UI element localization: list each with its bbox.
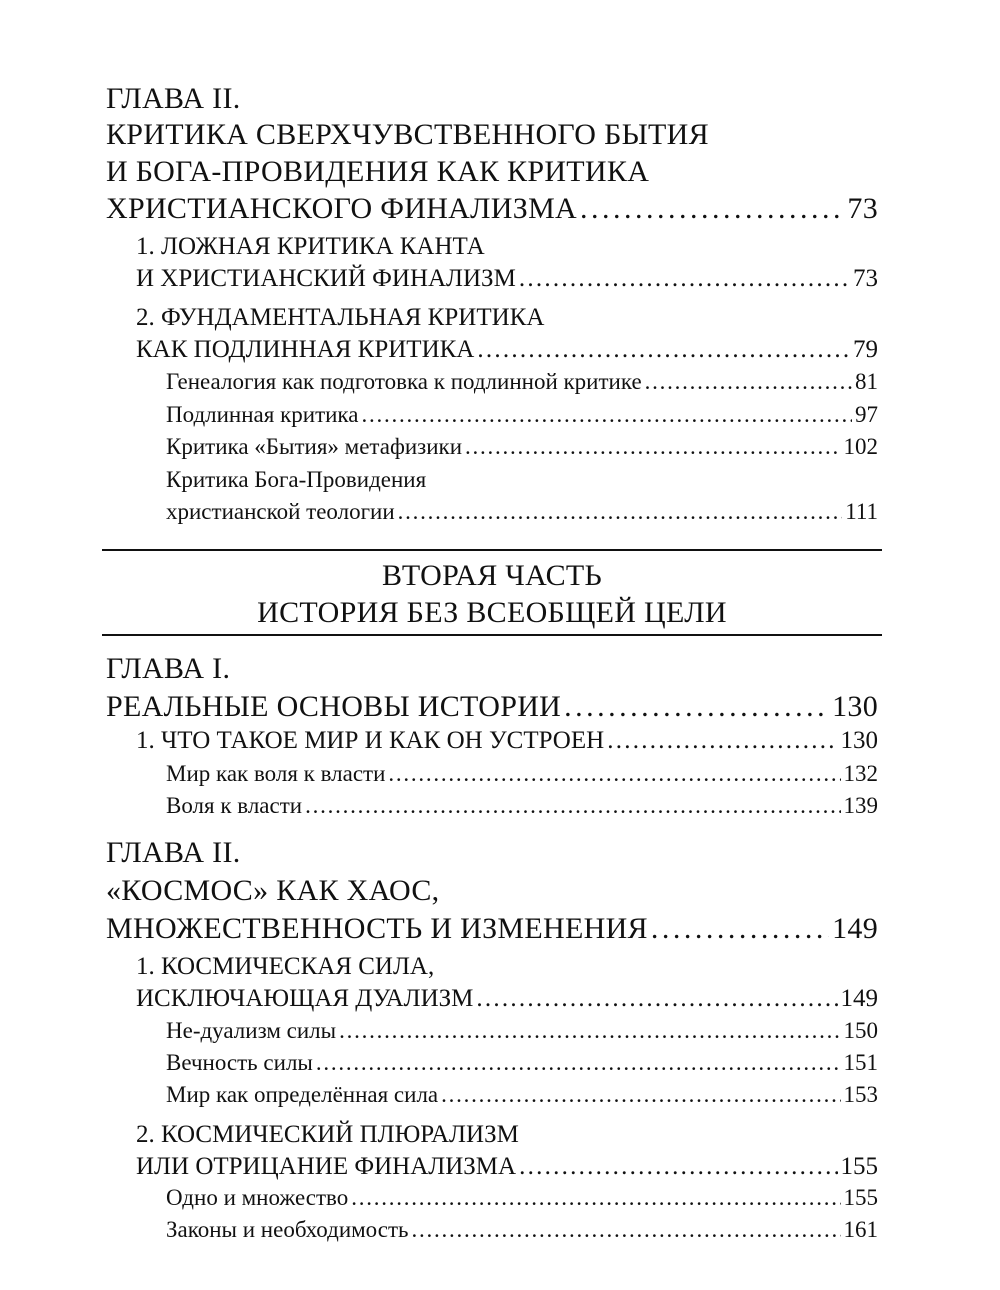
entry-title: Воля к власти bbox=[166, 793, 303, 818]
dot-leader bbox=[519, 266, 850, 291]
dot-leader bbox=[398, 500, 843, 523]
toc-entry-subsection[interactable] bbox=[166, 762, 878, 785]
toc-entry-section[interactable] bbox=[136, 266, 878, 291]
dot-leader bbox=[645, 370, 852, 393]
page-number: 132 bbox=[843, 761, 878, 786]
page-number: 149 bbox=[832, 912, 878, 945]
toc-entry-chapter[interactable] bbox=[106, 692, 878, 722]
dot-leader bbox=[564, 692, 829, 722]
entry-title: Законы и необходимость bbox=[166, 1217, 409, 1242]
dot-leader bbox=[465, 435, 840, 458]
entry-title: Подлинная критика bbox=[166, 402, 359, 427]
entry-title: христианской теологии bbox=[166, 499, 395, 524]
entry-title: Мир как воля к власти bbox=[166, 761, 386, 786]
page-number: 73 bbox=[847, 192, 878, 225]
dot-leader bbox=[476, 986, 837, 1011]
entry-title: РЕАЛЬНЫЕ ОСНОВЫ ИСТОРИИ bbox=[106, 690, 562, 723]
toc-entry-subsection[interactable] bbox=[166, 1019, 878, 1042]
dot-leader bbox=[651, 914, 829, 944]
divider-rule bbox=[102, 634, 882, 636]
toc-entry-chapter[interactable] bbox=[106, 194, 878, 224]
toc-entry-section[interactable] bbox=[136, 728, 878, 753]
dot-leader bbox=[580, 194, 844, 224]
entry-title: 1. ЧТО ТАКОЕ МИР И КАК ОН УСТРОЕН bbox=[136, 727, 605, 754]
toc-entry-subsection[interactable] bbox=[166, 370, 878, 393]
chapter-title-line: «КОСМОС» КАК ХАОС, bbox=[106, 874, 440, 907]
dot-leader bbox=[441, 1083, 840, 1106]
page-number: 81 bbox=[855, 369, 878, 394]
toc-entry-subsection[interactable] bbox=[166, 403, 878, 426]
dot-leader bbox=[607, 728, 837, 753]
chapter-title-line: И БОГА-ПРОВИДЕНИЯ КАК КРИТИКА bbox=[106, 155, 650, 188]
toc-entry-subsection[interactable] bbox=[166, 794, 878, 817]
page-number: 155 bbox=[840, 1153, 878, 1180]
page-number: 150 bbox=[843, 1018, 878, 1043]
chapter-title-line: КРИТИКА СВЕРХЧУВСТВЕННОГО БЫТИЯ bbox=[106, 118, 709, 151]
page-number: 97 bbox=[855, 402, 878, 427]
dot-leader bbox=[305, 794, 840, 817]
dot-leader bbox=[351, 1186, 840, 1209]
entry-title: МНОЖЕСТВЕННОСТЬ И ИЗМЕНЕНИЯ bbox=[106, 912, 648, 945]
subsection-title-line: Критика Бога-Провидения bbox=[166, 467, 427, 492]
toc-entry-subsection[interactable] bbox=[166, 1186, 878, 1209]
dot-leader bbox=[339, 1019, 840, 1042]
page-number: 102 bbox=[843, 434, 878, 459]
entry-title: ИСКЛЮЧАЮЩАЯ ДУАЛИЗМ bbox=[136, 985, 474, 1012]
page-number: 130 bbox=[832, 690, 878, 723]
dot-leader bbox=[412, 1218, 841, 1241]
entry-title: КАК ПОДЛИННАЯ КРИТИКА bbox=[136, 336, 475, 363]
toc-entry-subsection[interactable] bbox=[166, 1083, 878, 1106]
entry-title: Вечность силы bbox=[166, 1050, 313, 1075]
toc-entry-section[interactable] bbox=[136, 337, 878, 362]
toc-entry-subsection[interactable] bbox=[166, 435, 878, 458]
entry-title: И ХРИСТИАНСКИЙ ФИНАЛИЗМ bbox=[136, 265, 516, 292]
page-number: 139 bbox=[843, 793, 878, 818]
entry-title: Генеалогия как подготовка к подлинной критике bbox=[166, 369, 642, 394]
chapter-label: ГЛАВА II. bbox=[106, 82, 241, 115]
section-title-line: 1. КОСМИЧЕСКАЯ СИЛА, bbox=[136, 953, 435, 980]
entry-title: ХРИСТИАНСКОГО ФИНАЛИЗМА bbox=[106, 192, 578, 225]
section-title-line: 2. ФУНДАМЕНТАЛЬНАЯ КРИТИКА bbox=[136, 304, 545, 331]
toc-entry-subsection[interactable] bbox=[166, 1218, 878, 1241]
page-number: 79 bbox=[853, 336, 878, 363]
dot-leader bbox=[477, 337, 850, 362]
dot-leader bbox=[388, 762, 840, 785]
chapter-label: ГЛАВА II. bbox=[106, 836, 241, 869]
page-number: 161 bbox=[843, 1217, 878, 1242]
toc-entry-chapter[interactable] bbox=[106, 914, 878, 944]
dot-leader bbox=[361, 403, 852, 426]
page-number: 111 bbox=[845, 499, 878, 524]
entry-title: Одно и множество bbox=[166, 1185, 349, 1210]
dot-leader bbox=[519, 1154, 837, 1179]
page-number: 153 bbox=[843, 1082, 878, 1107]
page-number: 130 bbox=[840, 727, 878, 754]
toc-entry-subsection[interactable] bbox=[166, 1051, 878, 1074]
page-number: 73 bbox=[853, 265, 878, 292]
chapter-label: ГЛАВА I. bbox=[106, 652, 231, 685]
dot-leader bbox=[316, 1051, 841, 1074]
toc-entry-subsection[interactable] bbox=[166, 500, 878, 523]
toc-entry-section[interactable] bbox=[136, 986, 878, 1011]
entry-title: Мир как определённая сила bbox=[166, 1082, 439, 1107]
part-label: ВТОРАЯ ЧАСТЬ bbox=[381, 559, 603, 592]
entry-title: Критика «Бытия» метафизики bbox=[166, 434, 463, 459]
entry-title: ИЛИ ОТРИЦАНИЕ ФИНАЛИЗМА bbox=[136, 1153, 517, 1180]
part-title: ИСТОРИЯ БЕЗ ВСЕОБЩЕЙ ЦЕЛИ bbox=[257, 596, 727, 629]
section-title-line: 1. ЛОЖНАЯ КРИТИКА КАНТА bbox=[136, 233, 485, 260]
entry-title: Не-дуализм силы bbox=[166, 1018, 337, 1043]
divider-rule bbox=[102, 549, 882, 551]
page-number: 155 bbox=[843, 1185, 878, 1210]
page-number: 149 bbox=[840, 985, 878, 1012]
page-number: 151 bbox=[843, 1050, 878, 1075]
toc-entry-section[interactable] bbox=[136, 1154, 878, 1179]
section-title-line: 2. КОСМИЧЕСКИЙ ПЛЮРАЛИЗМ bbox=[136, 1121, 519, 1148]
